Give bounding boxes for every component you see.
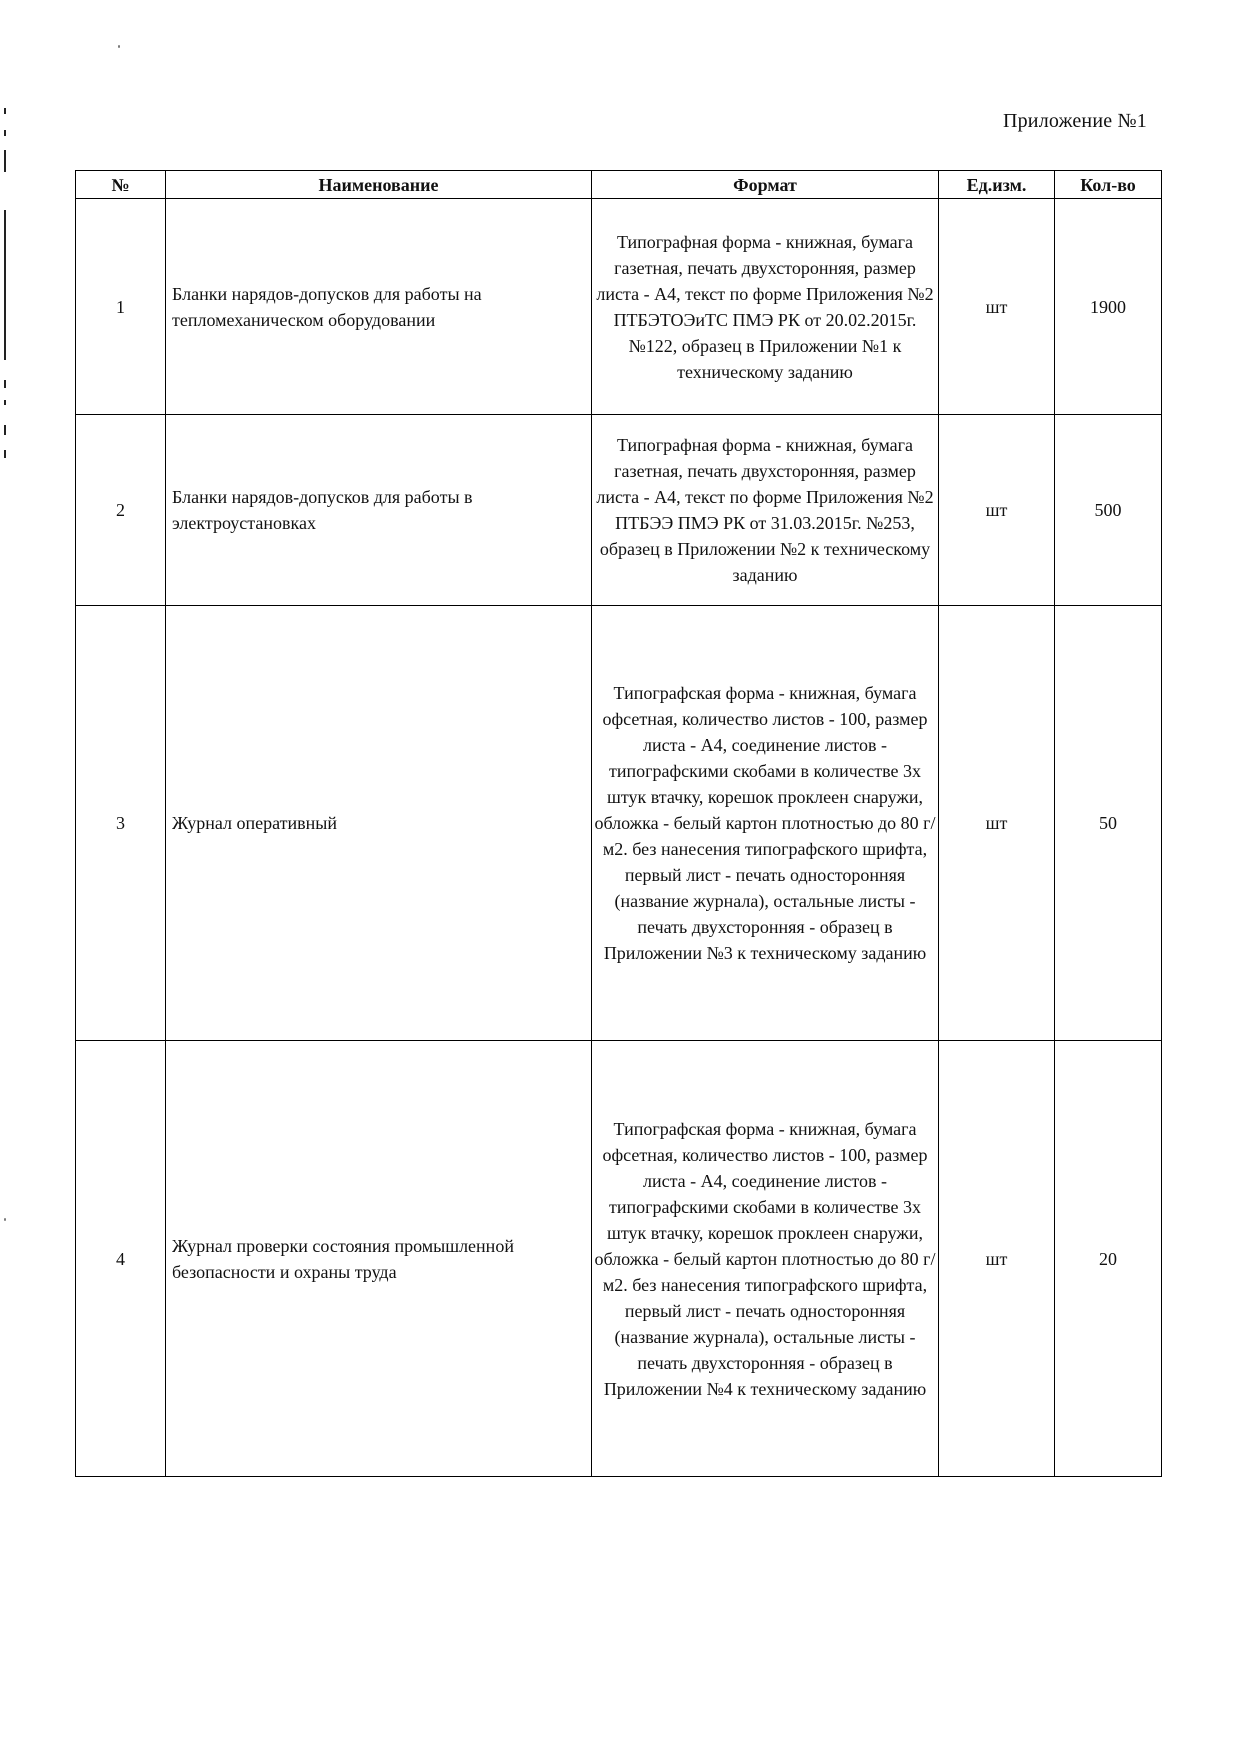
table-row (76, 606, 1162, 1041)
row-name: Бланки нарядов-допусков для работы в электроустановках (166, 415, 592, 606)
table-header-row (76, 171, 1162, 199)
row-num: 1 (76, 199, 166, 415)
header-num: № (76, 171, 166, 199)
specification-table (75, 170, 1162, 1477)
row-num: 4 (76, 1041, 166, 1477)
row-name: Журнал проверки состояния промышленной безопасности и охраны труда (166, 1041, 592, 1477)
row-qty: 20 (1055, 1041, 1162, 1477)
header-format: Формат (592, 171, 939, 199)
row-format: Типографская форма - книжная, бумага офсетная, количество листов - 100, размер листа - А4, соединение листов - типографскими скобами в количестве 3х штук втачку, корешок проклеен снаружи, обложка - белый картон плотностью до 80 г/м2. без нанесения типографского шрифта, первый лист - печать односторонняя (название журнала), остальные листы - печать двухсторонняя - образец в Приложении №3 к техническому заданию (592, 606, 939, 1041)
row-qty: 500 (1055, 415, 1162, 606)
row-unit: шт (939, 606, 1055, 1041)
header-qty: Кол-во (1055, 171, 1162, 199)
row-format: Типографная форма - книжная, бумага газетная, печать двухсторонняя, размер листа - А4, текст по форме Приложения №2 ПТБЭЭ ПМЭ РК от 31.03.2015г. №253, образец в Приложении №2 к техническому заданию (592, 415, 939, 606)
row-name: Журнал оперативный (166, 606, 592, 1041)
table-row (76, 1041, 1162, 1477)
row-unit: шт (939, 415, 1055, 606)
table-row (76, 415, 1162, 606)
row-unit: шт (939, 199, 1055, 415)
row-name: Бланки нарядов-допусков для работы на тепломеханическом оборудовании (166, 199, 592, 415)
row-format: Типографная форма - книжная, бумага газетная, печать двухсторонняя, размер листа - А4, текст по форме Приложения №2 ПТБЭТОЭиТС ПМЭ РК от 20.02.2015г. №122, образец в Приложении №1 к техническому заданию (592, 199, 939, 415)
appendix-label: Приложение №1 (1002, 110, 1147, 132)
row-format: Типографская форма - книжная, бумага офсетная, количество листов - 100, размер листа - А4, соединение листов - типографскими скобами в количестве 3х штук втачку, корешок проклеен снаружи, обложка - белый картон плотностью до 80 г/м2. без нанесения типографского шрифта, первый лист - печать односторонняя (название журнала), остальные листы - печать двухсторонняя - образец в Приложении №4 к техническому заданию (592, 1041, 939, 1477)
scan-speck (4, 1218, 6, 1221)
header-name: Наименование (166, 171, 592, 199)
table-row (76, 199, 1162, 415)
row-qty: 1900 (1055, 199, 1162, 415)
scan-margin-marks (2, 90, 8, 490)
row-num: 2 (76, 415, 166, 606)
scan-speck (118, 45, 120, 48)
row-num: 3 (76, 606, 166, 1041)
row-qty: 50 (1055, 606, 1162, 1041)
row-unit: шт (939, 1041, 1055, 1477)
header-unit: Ед.изм. (939, 171, 1055, 199)
